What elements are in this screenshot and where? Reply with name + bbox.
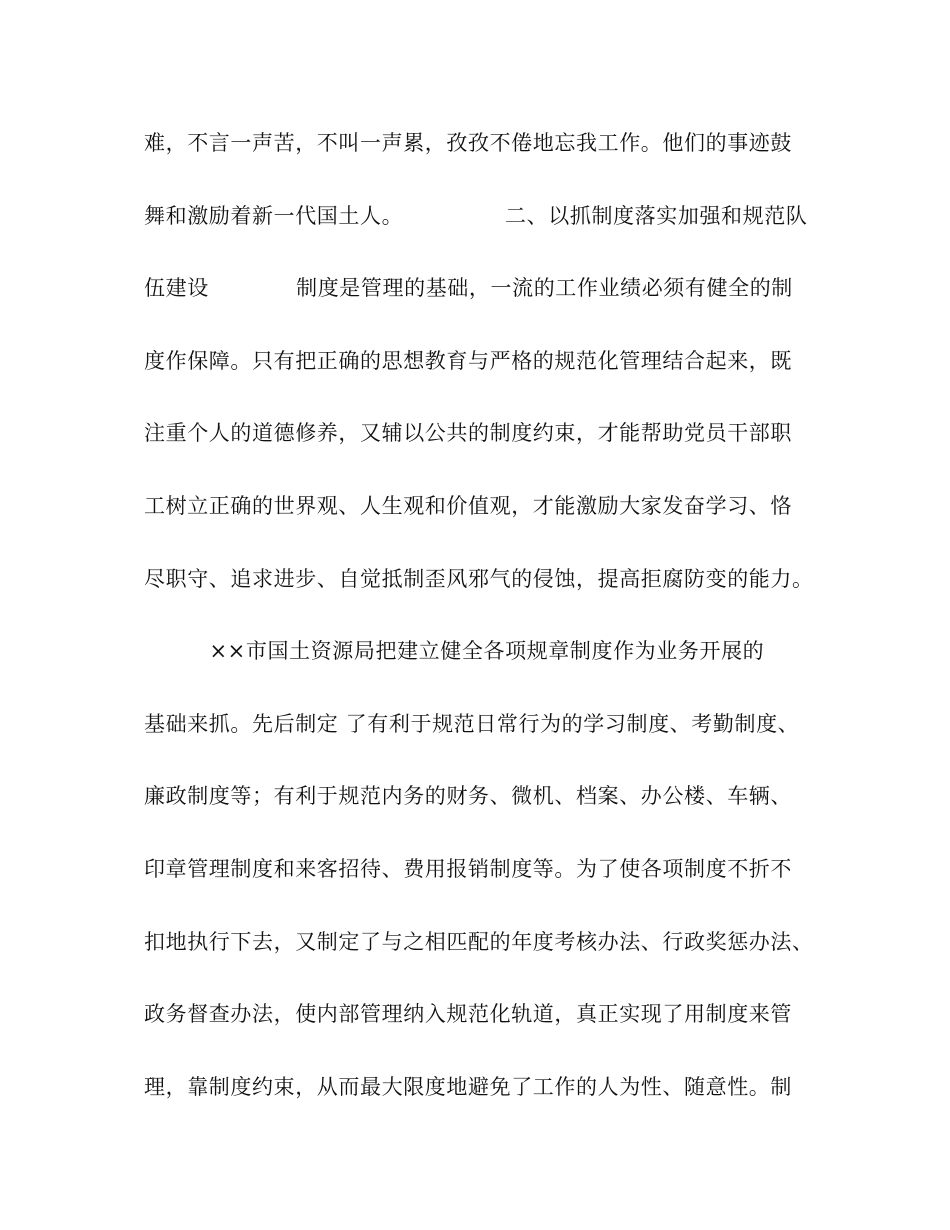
text-line: 度作保障。只有把正确的思想教育与严格的规范化管理结合起来，既 <box>144 348 792 373</box>
text-line: 注重个人的道德修养，又辅以公共的制度约束，才能帮助党员干部职 <box>144 421 792 446</box>
text-line: 廉政制度等；有利于规范内务的财务、微机、档案、办公楼、车辆、 <box>144 784 792 809</box>
text-line: 理，靠制度约束，从而最大限度地避免了工作的人为性、随意性。制 <box>144 1074 792 1099</box>
text-line: 舞和激励着新一代国土人。 二、以抓制度落实加强和规范队 <box>144 203 808 228</box>
text-line: 印章管理制度和来客招待、费用报销制度等。为了使各项制度不折不 <box>144 856 792 881</box>
text-line: 基础来抓。先后制定 了有利于规范日常行为的学习制度、考勤制度、 <box>144 711 800 736</box>
text-line: 尽职守、追求进步、自觉抵制歪风邪气的侵蚀，提高拒腐防变的能力。 <box>144 566 814 591</box>
text-line: 政务督查办法，使内部管理纳入规范化轨道，真正实现了用制度来管 <box>144 1002 792 1027</box>
text-line: 工树立正确的世界观、人生观和价值观，才能激励大家发奋学习、恪 <box>144 493 792 518</box>
text-line: ××市国土资源局把建立健全各项规章制度作为业务开展的 <box>144 639 765 664</box>
text-line: 扣地执行下去，又制定了与之相匹配的年度考核办法、行政奖惩办法、 <box>144 929 814 954</box>
text-line: 难，不言一声苦，不叫一声累，孜孜不倦地忘我工作。他们的事迹鼓 <box>144 131 792 155</box>
body-text <box>144 123 824 1139</box>
text-line: 伍建设 制度是管理的基础，一流的工作业绩必须有健全的制 <box>144 276 793 301</box>
